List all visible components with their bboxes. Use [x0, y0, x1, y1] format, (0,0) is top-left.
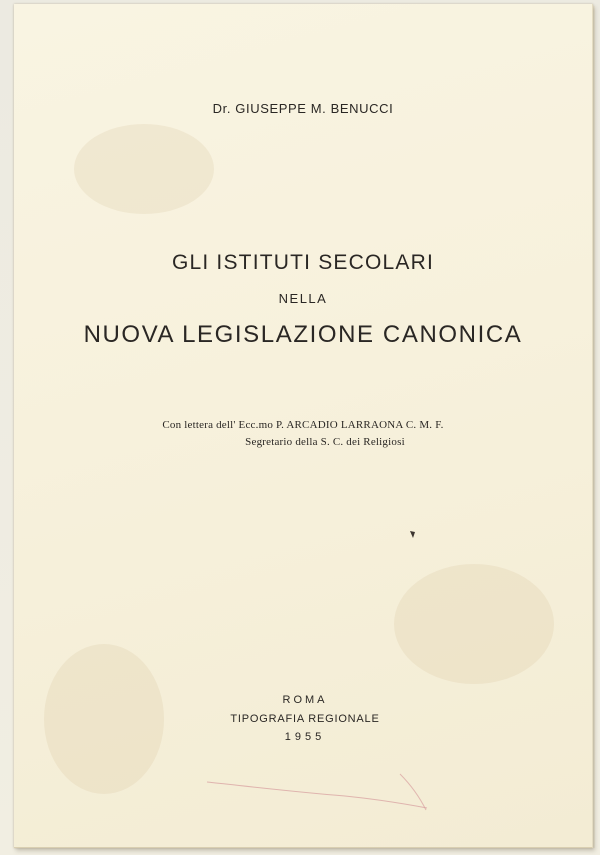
letter-credit-subline: Segretario della S. C. dei Religiosi — [245, 436, 405, 448]
pencil-mark — [205, 770, 435, 815]
author-name: Dr. GIUSEPPE M. BENUCCI — [212, 101, 394, 116]
title-line-2: NUOVA LEGISLAZIONE CANONICA — [83, 321, 523, 348]
ink-speck — [408, 530, 418, 540]
paper-stain — [394, 564, 554, 684]
publication-year: 1955 — [284, 731, 326, 743]
publication-city: ROMA — [282, 694, 328, 706]
paper-stain — [74, 124, 214, 214]
title-connector: NELLA — [278, 291, 328, 306]
letter-credit-line: Con lettera dell' Ecc.mo P. ARCADIO LARRAONA C. M. F. — [162, 419, 444, 431]
title-line-1: GLI ISTITUTI SECOLARI — [171, 251, 435, 274]
publisher-name: TIPOGRAFIA REGIONALE — [230, 713, 380, 725]
